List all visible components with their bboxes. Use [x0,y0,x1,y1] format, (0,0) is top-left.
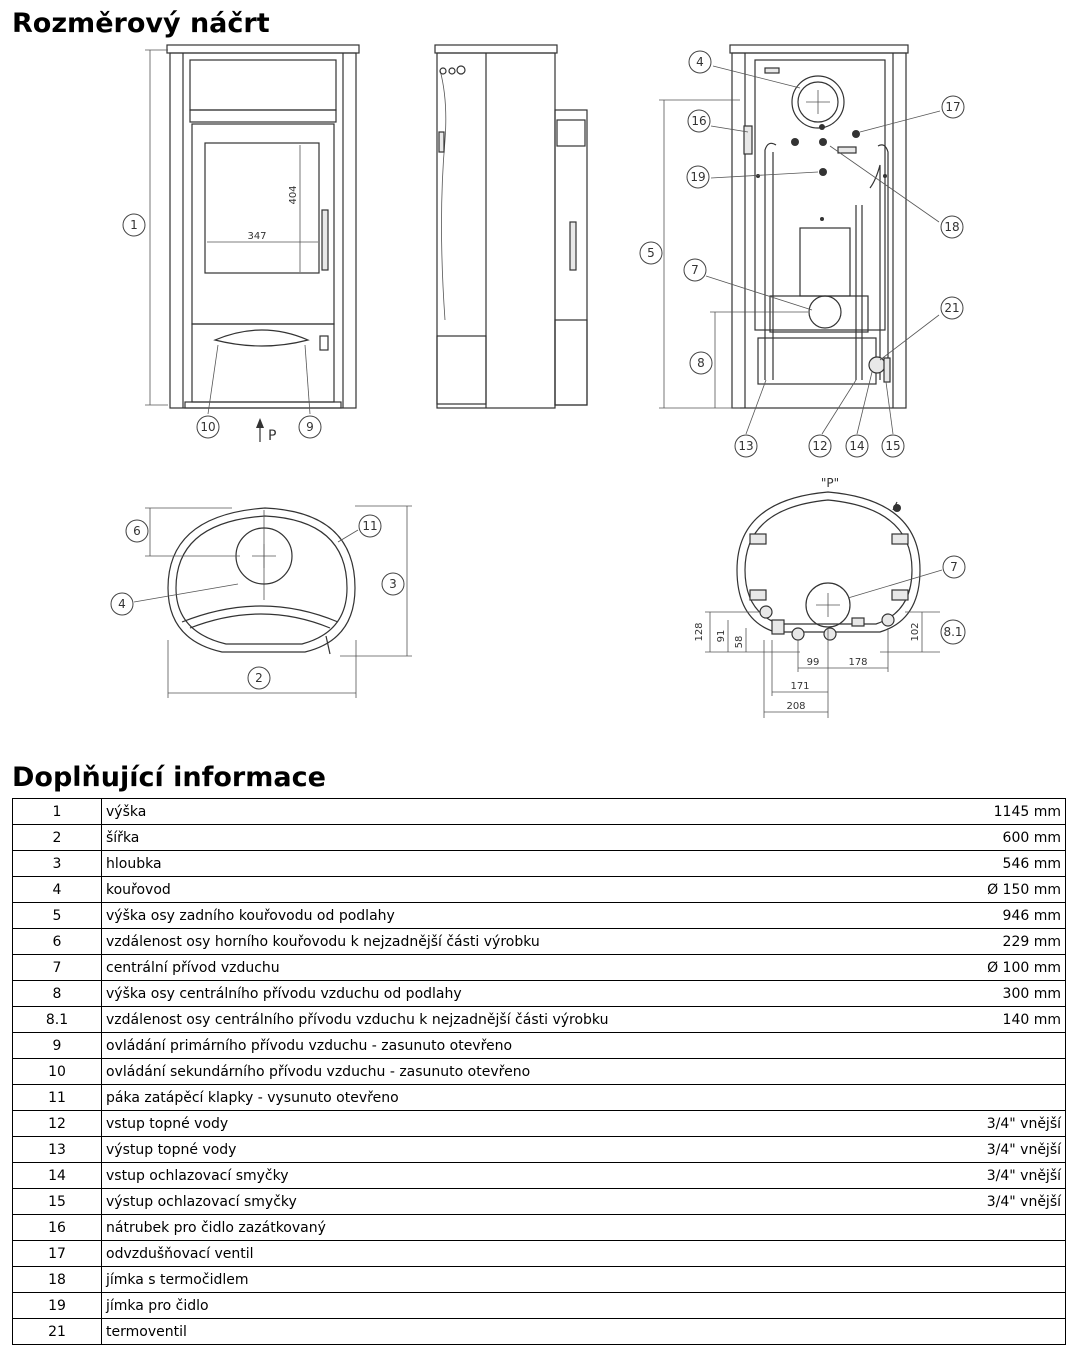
row-number: 10 [13,1059,102,1085]
table-row [13,1215,1066,1241]
row-number: 16 [13,1215,102,1241]
row-value: 1145 mm [907,799,1066,825]
callout-2 [248,667,270,689]
dim-208: 208 [786,701,806,712]
row-description: vstup topné vody [102,1111,908,1137]
row-description: výška [102,799,908,825]
callout-18 [941,216,963,238]
row-number: 5 [13,903,102,929]
svg-text:11: 11 [362,519,378,533]
row-description: kouřovod [102,877,908,903]
row-number: 1 [13,799,102,825]
row-value [907,1241,1066,1267]
dim-178: 178 [848,657,868,668]
table-row [13,1163,1066,1189]
table-row [13,851,1066,877]
row-value [907,1215,1066,1241]
svg-text:16: 16 [691,114,707,128]
row-value: 140 mm [907,1007,1066,1033]
row-description: výška osy centrálního přívodu vzduchu od podlahy [102,981,908,1007]
table-row [13,1189,1066,1215]
info-table [12,798,1066,1345]
row-value: 3/4" vnější [907,1137,1066,1163]
table-row [13,1319,1066,1345]
svg-text:18: 18 [944,220,960,234]
row-number: 17 [13,1241,102,1267]
row-number: 21 [13,1319,102,1345]
row-value: 300 mm [907,981,1066,1007]
info-section-title: Doplňující informace [12,762,326,793]
row-description: odvzdušňovací ventil [102,1241,908,1267]
svg-text:14: 14 [849,439,865,453]
row-number: 8 [13,981,102,1007]
callout-8-1 [941,620,965,644]
row-number: 19 [13,1293,102,1319]
dim-171: 171 [790,681,810,692]
callout-14 [846,435,868,457]
table-row [13,903,1066,929]
row-number: 15 [13,1189,102,1215]
row-description: výstup topné vody [102,1137,908,1163]
svg-text:10: 10 [200,420,216,434]
row-number: 13 [13,1137,102,1163]
view-p-label: P [268,428,277,444]
callout-6 [126,520,148,542]
row-description: páka zatápěcí klapky - vysunuto otevřeno [102,1085,908,1111]
dim-58: 58 [734,635,745,649]
dim-347: 347 [247,231,267,242]
row-number: 2 [13,825,102,851]
row-description: výstup ochlazovací smyčky [102,1189,908,1215]
row-value: Ø 100 mm [907,955,1066,981]
row-number: 9 [13,1033,102,1059]
table-row [13,981,1066,1007]
row-description: vstup ochlazovací smyčky [102,1163,908,1189]
svg-text:4: 4 [118,597,126,611]
svg-text:6: 6 [133,524,141,538]
row-description: vzdálenost osy horního kouřovodu k nejzadnější části výrobku [102,929,908,955]
table-row [13,1267,1066,1293]
view-rear-label: "P" [820,476,840,490]
row-value: 229 mm [907,929,1066,955]
dim-99: 99 [806,657,820,668]
svg-text:7: 7 [950,560,958,574]
table-row [13,1085,1066,1111]
row-value: 946 mm [907,903,1066,929]
side-view [435,45,587,408]
svg-text:9: 9 [306,420,314,434]
row-description: ovládání sekundárního přívodu vzduchu - zasunuto otevřeno [102,1059,908,1085]
svg-text:3: 3 [389,577,397,591]
callout-15 [882,435,904,457]
table-row [13,1111,1066,1137]
row-value [907,1319,1066,1345]
table-row [13,1059,1066,1085]
callout-11 [359,515,381,537]
callout-5 [640,242,662,264]
row-description: jímka s termočidlem [102,1267,908,1293]
table-row [13,1033,1066,1059]
callout-4-rear [689,51,711,73]
row-value: Ø 150 mm [907,877,1066,903]
callout-13 [735,435,757,457]
svg-text:13: 13 [738,439,754,453]
row-value [907,1293,1066,1319]
row-number: 4 [13,877,102,903]
row-number: 12 [13,1111,102,1137]
callout-8 [690,352,712,374]
row-value: 600 mm [907,825,1066,851]
row-value [907,1059,1066,1085]
row-number: 3 [13,851,102,877]
callout-1 [123,214,145,236]
sketch-section-title: Rozměrový náčrt [12,8,270,39]
row-description: vzdálenost osy centrálního přívodu vzduchu k nejzadnější části výrobku [102,1007,908,1033]
table-row [13,799,1066,825]
row-description: hloubka [102,851,908,877]
table-row [13,955,1066,981]
row-description: ovládání primárního přívodu vzduchu - zasunuto otevřeno [102,1033,908,1059]
svg-text:17: 17 [945,100,961,114]
table-row [13,1137,1066,1163]
row-description: výška osy zadního kouřovodu od podlahy [102,903,908,929]
front-view [145,45,359,444]
callout-21 [941,297,963,319]
svg-text:1: 1 [130,218,138,232]
callout-4-top [111,593,133,615]
row-number: 8.1 [13,1007,102,1033]
row-value: 3/4" vnější [907,1163,1066,1189]
row-description: nátrubek pro čidlo zazátkovaný [102,1215,908,1241]
callout-7-bottom [943,556,965,578]
svg-text:8: 8 [697,356,705,370]
row-description: šířka [102,825,908,851]
rear-top-view [694,476,940,718]
table-row [13,877,1066,903]
svg-text:7: 7 [691,263,699,277]
row-value: 546 mm [907,851,1066,877]
table-row [13,1241,1066,1267]
row-number: 7 [13,955,102,981]
svg-text:21: 21 [944,301,960,315]
row-value: 3/4" vnější [907,1111,1066,1137]
dim-404: 404 [288,185,299,205]
row-value [907,1033,1066,1059]
svg-text:12: 12 [812,439,828,453]
callout-10 [197,416,219,438]
callouts [111,51,965,689]
callout-12 [809,435,831,457]
dim-128: 128 [694,622,705,642]
callout-7-rear [684,259,706,281]
svg-text:4: 4 [696,55,704,69]
row-value: 3/4" vnější [907,1189,1066,1215]
callout-9 [299,416,321,438]
table-row [13,1007,1066,1033]
row-value [907,1085,1066,1111]
svg-text:5: 5 [647,246,655,260]
dim-102: 102 [910,622,921,642]
callout-17 [942,96,964,118]
row-number: 18 [13,1267,102,1293]
row-number: 11 [13,1085,102,1111]
table-row [13,929,1066,955]
callout-16 [688,110,710,132]
row-number: 6 [13,929,102,955]
row-value [907,1267,1066,1293]
row-description: centrální přívod vzduchu [102,955,908,981]
row-description: termoventil [102,1319,908,1345]
row-description: jímka pro čidlo [102,1293,908,1319]
leader-lines [134,66,942,602]
dim-91: 91 [716,629,727,643]
svg-text:2: 2 [255,671,263,685]
svg-text:15: 15 [885,439,901,453]
table-row [13,825,1066,851]
callout-19 [687,166,709,188]
svg-text:8.1: 8.1 [943,625,963,639]
svg-text:19: 19 [690,170,706,184]
callout-3 [382,573,404,595]
table-row [13,1293,1066,1319]
row-number: 14 [13,1163,102,1189]
